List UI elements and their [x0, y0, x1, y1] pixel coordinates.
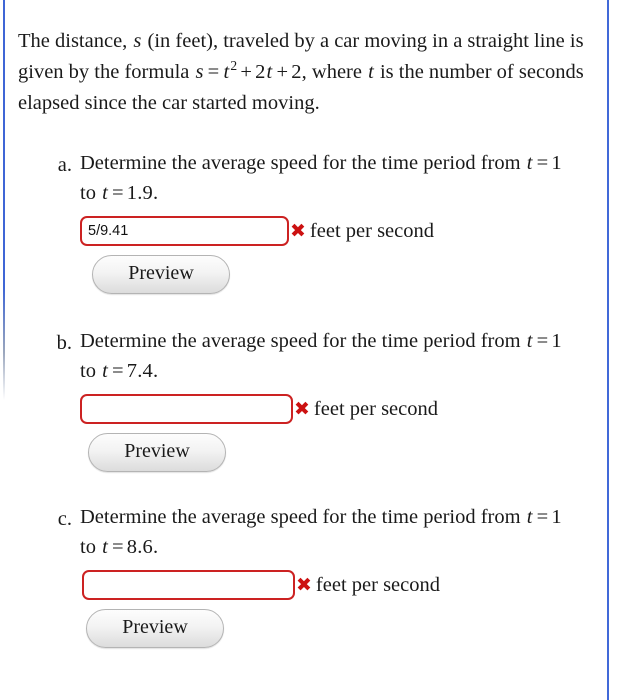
question-list [0, 148, 622, 674]
distance-formula [194, 57, 302, 83]
t-start-var-c: t [526, 506, 533, 528]
answer-input-a[interactable] [80, 216, 289, 246]
question-marker-b: b. [56, 332, 72, 354]
prompt-lead-b: Determine the average speed for the time period from [80, 330, 526, 352]
answer-input-b[interactable] [80, 394, 293, 424]
intro-variable-t: t [368, 60, 374, 83]
prompt-period-c: . [152, 536, 159, 558]
to-word-a: to [80, 182, 102, 204]
question-body-a [80, 148, 580, 294]
formula-term1-base: t [223, 60, 230, 83]
answer-row-a [80, 216, 580, 246]
question-prompt-b [80, 326, 565, 386]
formula-term2-variable: t [266, 60, 273, 83]
formula-term2-coefficient: 2 [255, 60, 266, 83]
preview-button-b[interactable]: Preview [88, 433, 226, 472]
formula-lhs: s [195, 60, 204, 83]
t-start-expression-c [526, 506, 562, 528]
t-start-value-b: 1 [551, 330, 562, 352]
t-end-equals-a: = [111, 182, 124, 204]
t-start-value-c: 1 [551, 506, 562, 528]
intro-comma: , [301, 60, 307, 83]
prompt-lead-a: Determine the average speed for the time period from [80, 152, 526, 174]
unit-label-c: feet per second [315, 574, 440, 596]
question-body-c [80, 502, 580, 648]
t-end-expression-b [101, 360, 153, 382]
t-start-expression-a [526, 152, 562, 174]
formula-term3: 2 [291, 60, 302, 83]
incorrect-mark-icon-a: ✖ [290, 219, 306, 242]
intro-variable-s: s [133, 29, 142, 52]
preview-button-c[interactable]: Preview [86, 609, 224, 648]
question-marker-a: a. [57, 154, 72, 176]
t-end-var-c: t [102, 536, 108, 558]
problem-statement [18, 26, 586, 119]
t-end-expression-a [101, 182, 153, 204]
intro-text-part1: The distance, [18, 29, 133, 52]
intro-text-part3: where [306, 60, 368, 83]
t-start-equals-b: = [536, 330, 549, 352]
answer-row-b [80, 394, 580, 424]
formula-plus-1: + [240, 60, 253, 83]
question-item-c [0, 502, 622, 648]
question-marker-c: c. [57, 508, 72, 530]
formula-term1-exponent: 2 [230, 57, 238, 73]
to-word-b: to [80, 360, 102, 382]
t-end-equals-c: = [111, 536, 124, 558]
question-body-b [80, 326, 580, 472]
question-item-b [0, 326, 622, 472]
t-start-value-a: 1 [551, 152, 562, 174]
t-start-expression-b [526, 330, 562, 352]
t-start-var-a: t [526, 152, 533, 174]
t-end-var-b: t [102, 360, 108, 382]
intro-text-part2: (in feet), traveled by a car moving in a straight line is given by the formula [18, 29, 584, 83]
incorrect-mark-icon-c: ✖ [296, 573, 312, 596]
prompt-period-b: . [152, 360, 159, 382]
preview-button-a[interactable]: Preview [92, 255, 230, 294]
t-end-value-b: 7.4 [126, 360, 153, 382]
t-start-equals-a: = [536, 152, 549, 174]
question-prompt-a [80, 148, 565, 208]
prompt-lead-c: Determine the average speed for the time period from [80, 506, 526, 528]
formula-equals: = [207, 60, 220, 83]
t-end-var-a: t [102, 182, 108, 204]
t-end-value-a: 1.9 [126, 182, 153, 204]
unit-label-a: feet per second [309, 220, 434, 242]
incorrect-mark-icon-b: ✖ [294, 397, 310, 420]
to-word-c: to [80, 536, 102, 558]
answer-row-c [80, 570, 580, 600]
t-start-var-b: t [526, 330, 533, 352]
unit-label-b: feet per second [313, 398, 438, 420]
question-prompt-c [80, 502, 565, 562]
t-end-expression-c [101, 536, 153, 558]
t-end-equals-b: = [111, 360, 124, 382]
formula-plus-2: + [276, 60, 289, 83]
intro-text-part4: is the number of seconds elapsed since the car started moving. [18, 60, 584, 114]
t-end-value-c: 8.6 [126, 536, 153, 558]
prompt-period-a: . [152, 182, 159, 204]
t-start-equals-c: = [536, 506, 549, 528]
question-item-a [0, 148, 622, 294]
answer-input-c[interactable] [82, 570, 295, 600]
